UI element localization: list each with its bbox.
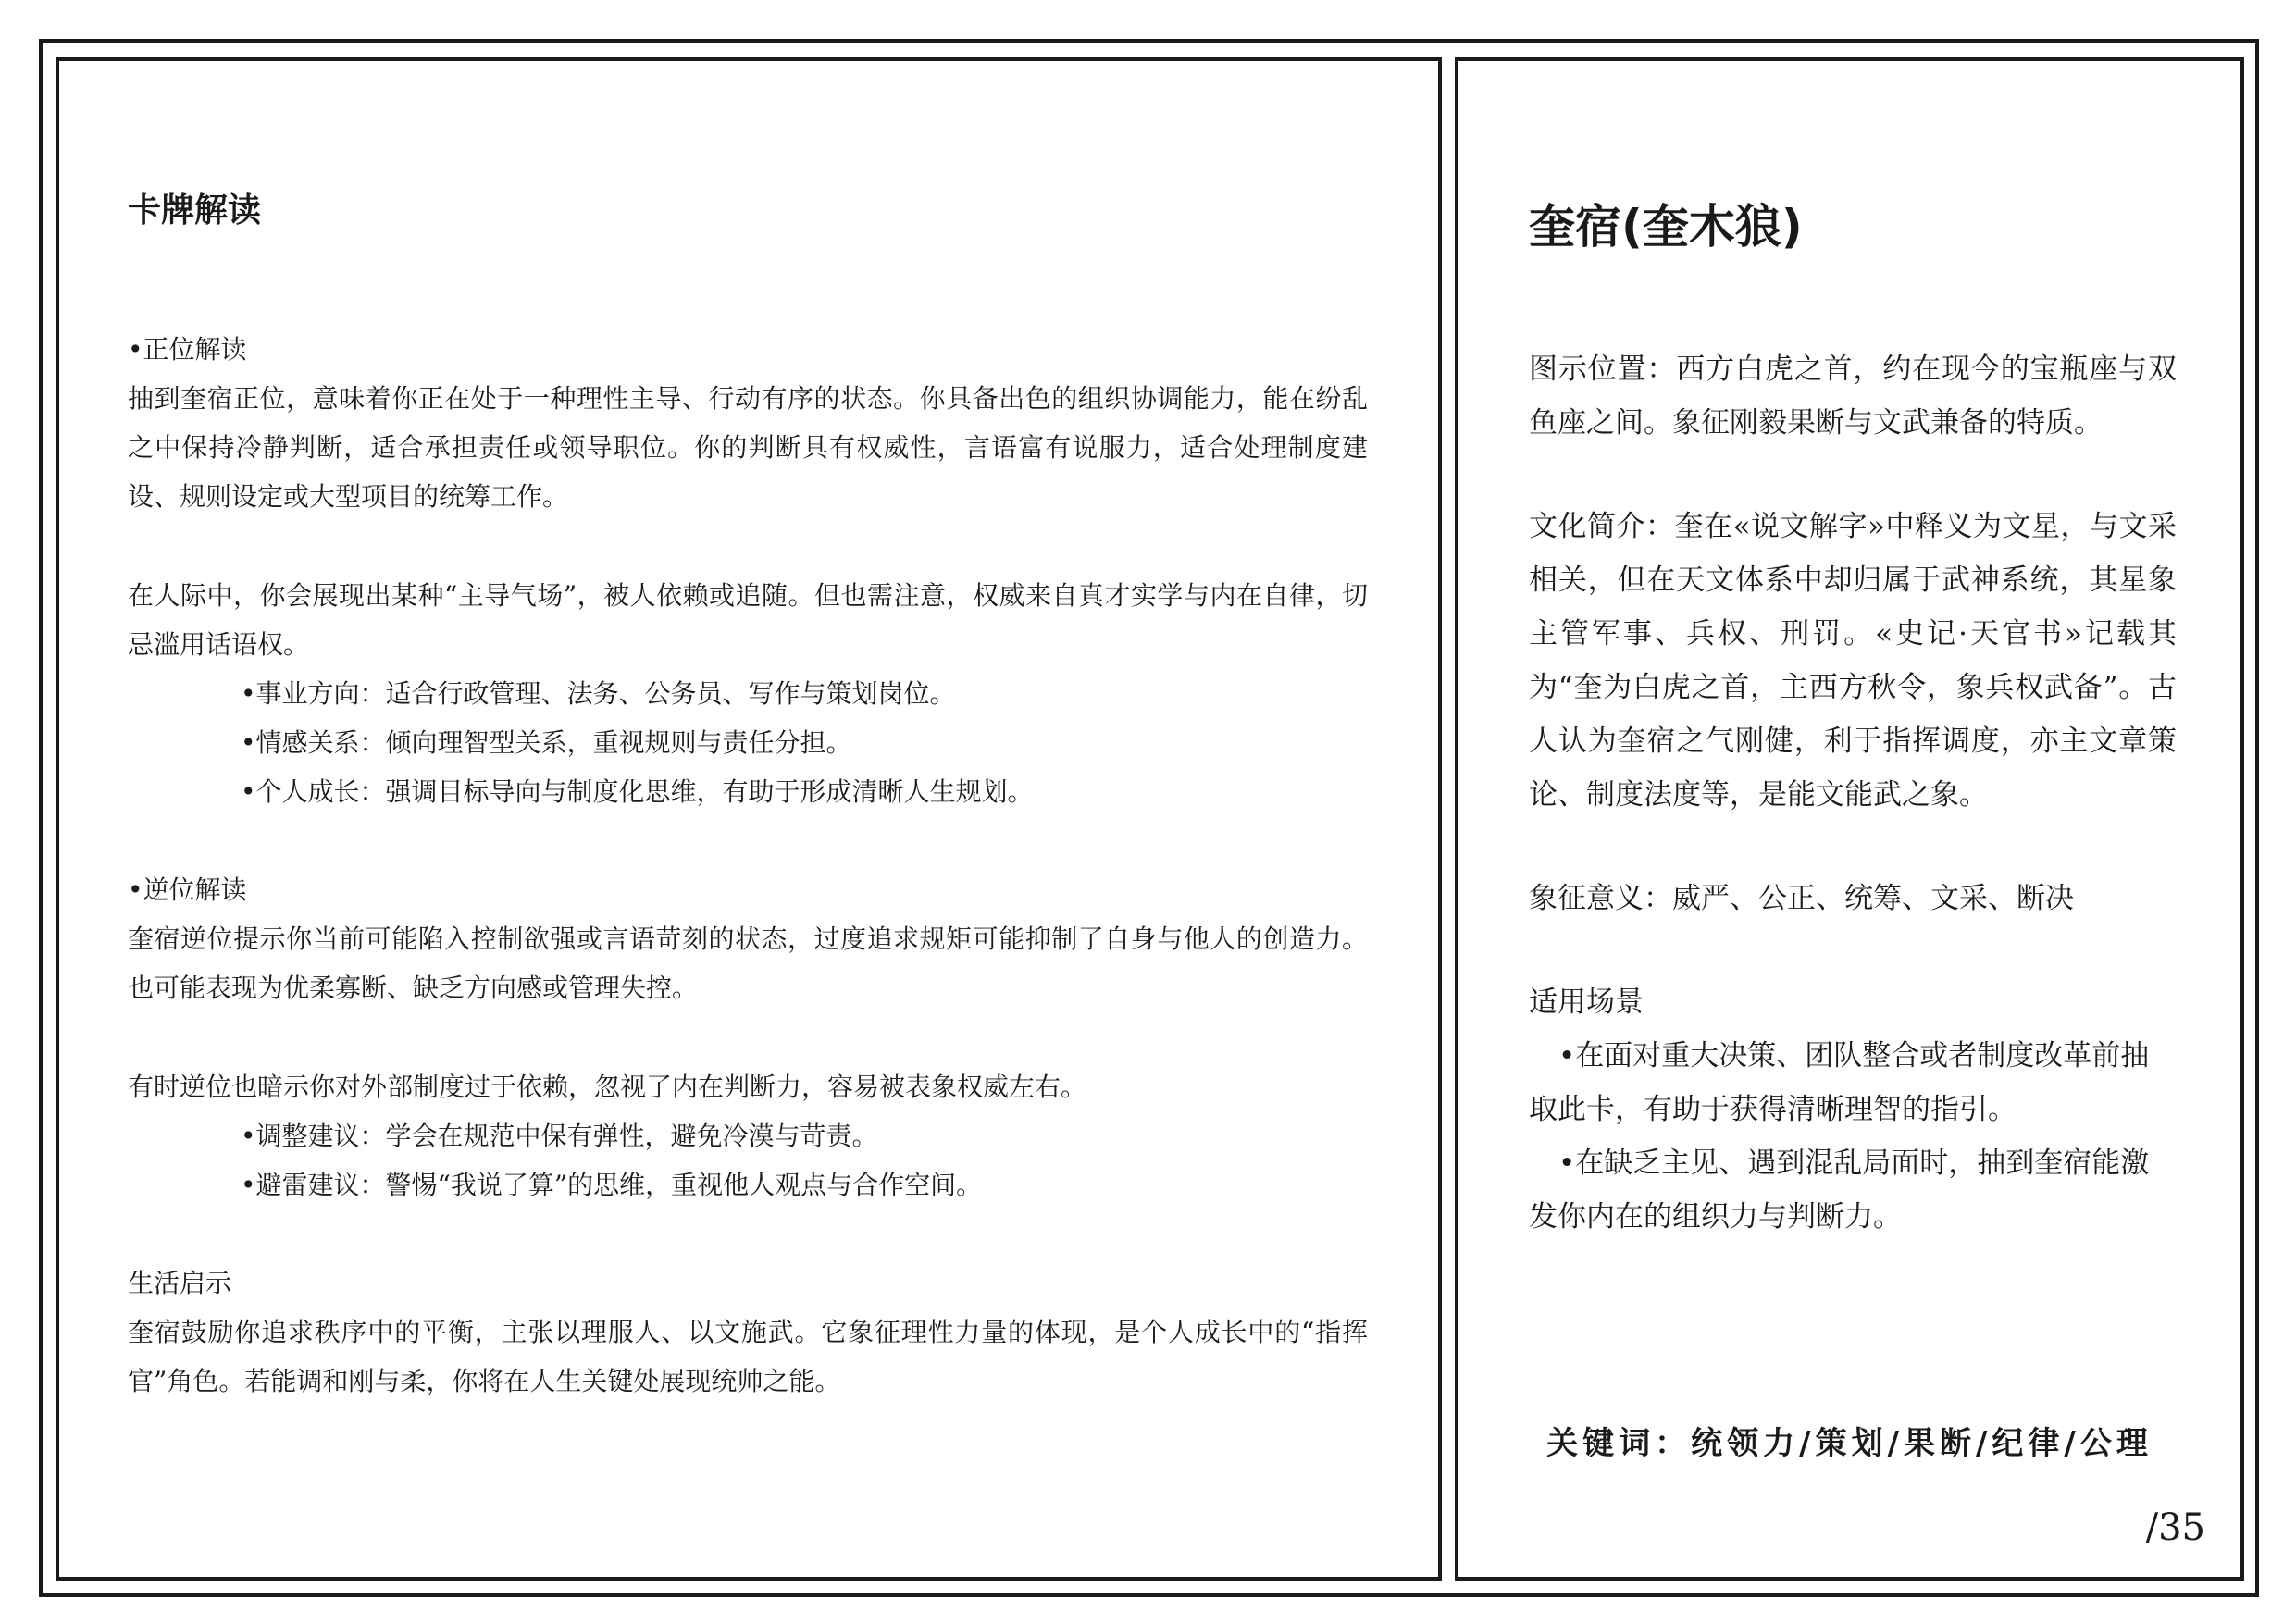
upright-bullet-list [128, 669, 1368, 816]
position-paragraph: 图示位置：西方白虎之首，约在现今的宝瓶座与双鱼座之间。象征刚毅果断与文武兼备的特质。 [1529, 353, 2177, 440]
list-item: •事业方向：适合行政管理、法务、公务员、写作与策划岗位。 [241, 678, 956, 709]
life-paragraph: 奎宿鼓励你追求秩序中的平衡，主张以理服人、以文施武。它象征理性力量的体现，是个人成长中的“指挥官”角色。若能调和刚与柔，你将在人生关键处展现统帅之能。 [128, 1317, 1368, 1396]
upright-paragraph-2: 在人际中，你会展现出某种“主导气场”，被人依赖或追随。但也需注意，权威来自真才实学与内在自律，切忌滥用话语权。 [128, 580, 1368, 660]
card-title: 奎宿(奎木狼) [1529, 200, 1803, 254]
left-page-content [128, 185, 1368, 1406]
upright-title: •正位解读 [128, 334, 247, 365]
list-item: •在缺乏主见、遇到混乱局面时，抽到奎宿能激发你内在的组织力与判断力。 [1529, 1147, 2150, 1233]
list-item: •个人成长：强调目标导向与制度化思维，有助于形成清晰人生规划。 [241, 776, 1034, 807]
reversed-title: •逆位解读 [128, 874, 247, 905]
keywords-line: 关键词：统领力/策划/果断/纪律/公理 [1546, 1425, 2153, 1462]
upright-section [128, 326, 1368, 816]
life-section [128, 1259, 1368, 1406]
symbolism-paragraph: 象征意义：威严、公正、统筹、文采、断决 [1529, 882, 2074, 915]
section-heading: 卡牌解读 [128, 192, 262, 229]
upright-paragraph-1: 抽到奎宿正位，意味着你正在处于一种理性主导、行动有序的状态。你具备出色的组织协调能力，能在纷乱之中保持冷静判断，适合承担责任或领导职位。你的判断具有权威性，言语富有说服力，适合处理制度建设、规则设定或大型项目的统筹工作。 [128, 383, 1368, 512]
scenes-title: 适用场景 [1529, 986, 1644, 1019]
reversed-paragraph-1: 奎宿逆位提示你当前可能陷入控制欲强或言语苛刻的状态，过度追求规矩可能抑制了自身与他人的创造力。也可能表现为优柔寡断、缺乏方向感或管理失控。 [128, 924, 1368, 1003]
reversed-section [128, 866, 1368, 1209]
list-item: •调整建议：学会在规范中保有弹性，避免冷漠与苛责。 [241, 1121, 878, 1151]
page-number: /35 [2145, 1506, 2205, 1549]
reversed-paragraph-2: 有时逆位也暗示你对外部制度过于依赖，忽视了内在判断力，容易被表象权威左右。 [128, 1072, 1087, 1102]
culture-paragraph: 文化简介：奎在«说文解字»中释义为文星，与文采相关，但在天文体系中却归属于武神系统，其星象主管军事、兵权、刑罚。«史记·天官书»记载其为“奎为白虎之首，主西方秋令，象兵权武备”。古人认为奎宿之气刚健，利于指挥调度，亦主文章策论、制度法度等，是能文能武之象。 [1529, 510, 2177, 812]
life-title: 生活启示 [128, 1268, 232, 1298]
right-page-content [1529, 194, 2177, 1244]
reversed-bullet-list [128, 1111, 1368, 1209]
list-item: •在面对重大决策、团队整合或者制度改革前抽取此卡，有助于获得清晰理智的指引。 [1529, 1039, 2150, 1126]
list-item: •情感关系：倾向理智型关系，重视规则与责任分担。 [241, 727, 852, 758]
list-item: •避雷建议：警惕“我说了算”的思维，重视他人观点与合作空间。 [241, 1170, 983, 1200]
